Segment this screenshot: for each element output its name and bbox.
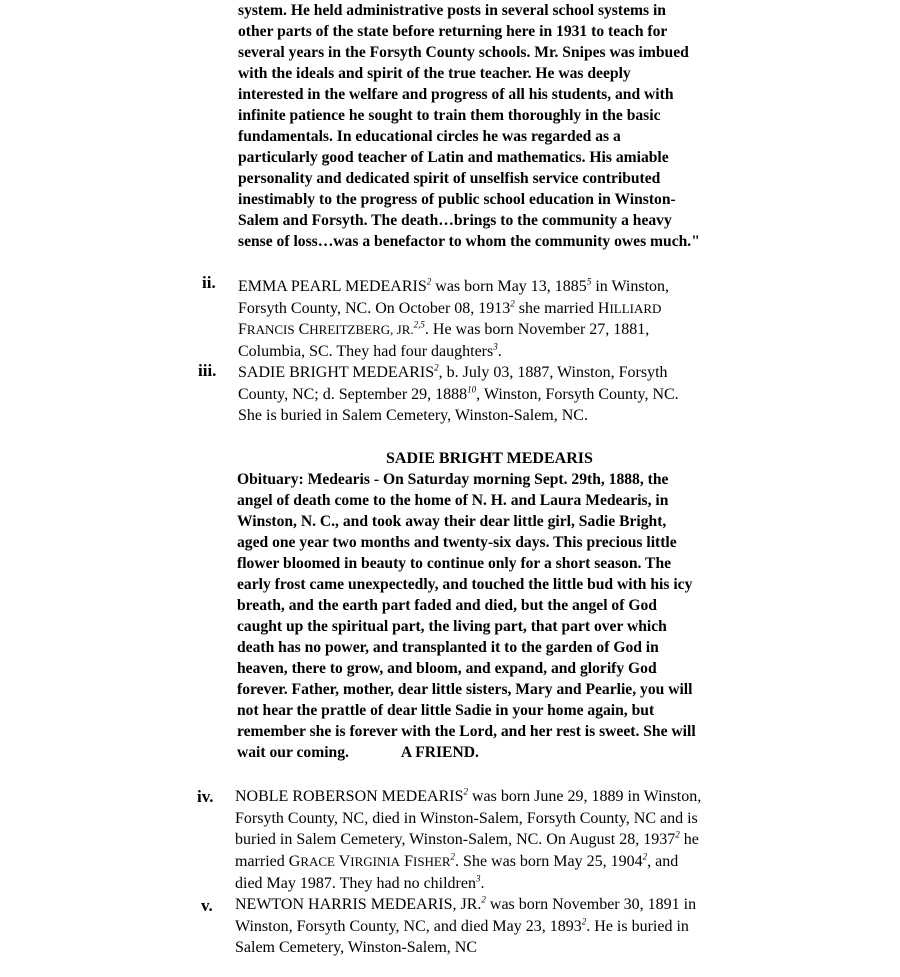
spouse-name-part: ISHER xyxy=(412,854,451,870)
spouse-name-part: HREITZBERG, JR. xyxy=(309,322,414,338)
spouse-name-part: ILLIARD xyxy=(609,300,662,316)
entry-line xyxy=(235,894,696,916)
genealogy-entry-iii xyxy=(198,361,679,427)
entry-text: Columbia, SC. They had four daughters xyxy=(238,343,494,361)
obituary-line: fundamentals. In educational circles he was regarded as a xyxy=(238,128,621,145)
entry-line xyxy=(238,276,669,298)
obituary-signature: A FRIEND. xyxy=(400,744,479,761)
citation-superscript: 10 xyxy=(467,384,477,395)
entry-line xyxy=(238,362,679,384)
entry-text: . He is buried in xyxy=(586,917,689,935)
entry-numeral: v. xyxy=(201,896,213,915)
entry-line xyxy=(238,341,669,363)
obituary-line: infinite patience he sought to train them thoroughly in the basic xyxy=(238,107,661,124)
spouse-name-part: V xyxy=(334,853,351,871)
genealogy-entry-v xyxy=(201,894,697,959)
spouse-name-part: F xyxy=(400,853,413,871)
citation-superscript: 2 xyxy=(481,894,486,905)
entry-line: She is buried in Salem Cemetery, Winston-Salem, NC. xyxy=(238,407,588,425)
entry-numeral: iv. xyxy=(197,787,214,806)
person-name: NEWTON HARRIS MEDEARIS, JR. xyxy=(235,896,482,913)
obituary-line: not hear the prattle of dear little Sadie in your home again, but xyxy=(237,702,655,719)
obituary-line: flower bloomed in beauty to continue only for a short season. The xyxy=(237,555,672,572)
entry-line xyxy=(238,298,669,320)
citation-superscript: 2 xyxy=(642,851,648,862)
person-name: EMMA PEARL MEDEARIS xyxy=(238,278,427,295)
entry-text: , Winston, Forsyth County, NC. xyxy=(476,385,679,403)
entry-text: buried in Salem Cemetery, Winston-Salem, NC. On August 28, 1937 xyxy=(235,831,676,849)
spouse-name-part: RANCIS xyxy=(246,322,295,338)
person-name: SADIE BRIGHT MEDEARIS xyxy=(238,364,435,381)
obituary-line: other parts of the state before returning here in 1931 to teach for xyxy=(238,23,668,40)
entry-text: died May 1987. They had no children xyxy=(235,874,476,892)
citation-superscript: 2 xyxy=(434,362,439,373)
obituary-snipes-continued xyxy=(238,0,700,252)
citation-superscript: 5 xyxy=(586,276,592,287)
obituary-line: early frost came unexpectedly, and touched the little bud with his icy xyxy=(237,576,693,593)
obituary-line: death has no power, and transplanted it to the garden of God in xyxy=(237,639,659,656)
obituary-line: Obituary: Medearis - On Saturday morning Sept. 29th, 1888, the xyxy=(237,471,669,488)
obituary-line xyxy=(237,742,696,763)
entry-line: Salem Cemetery, Winston-Salem, NC xyxy=(235,939,477,957)
entry-text: , and xyxy=(647,853,679,871)
obituary-line: system. He held administrative posts in several school systems in xyxy=(238,2,666,19)
entry-text: . xyxy=(497,343,502,361)
entry-text: was born May 13, 1885 xyxy=(431,278,587,295)
entry-text: County, NC; d. September 29, 1888 xyxy=(238,385,468,403)
entry-text: Forsyth County, NC. On October 08, 1913 xyxy=(238,299,511,317)
entry-text: . He was born November 27, 1881, xyxy=(424,321,650,339)
entry-text: . xyxy=(480,874,485,892)
obituary-line: aged one year two months and twenty-six days. This precious little xyxy=(237,534,677,551)
entry-text: . She was born May 25, 1904 xyxy=(455,853,643,871)
citation-superscript: 2 xyxy=(426,276,432,287)
entry-text: in Winston, xyxy=(591,278,670,295)
entry-numeral: ii. xyxy=(202,273,216,292)
entry-text: married G xyxy=(235,853,301,871)
citation-superscript: 3 xyxy=(493,341,498,352)
obituary-line: Winston, N. C., and took away their dear little girl, Sadie Bright, xyxy=(237,513,667,530)
obituary-line: interested in the welfare and progress of all his students, and with xyxy=(238,86,674,103)
entry-line xyxy=(238,319,669,341)
entry-numeral: iii. xyxy=(198,361,217,380)
citation-superscript: 2 xyxy=(450,851,456,862)
spouse-name-part: C xyxy=(294,321,310,339)
obituary-line: sense of loss…was a benefactor to whom the community owes much." xyxy=(238,233,700,250)
entry-line xyxy=(235,829,701,851)
citation-superscript: 2,5 xyxy=(413,320,425,331)
entry-text: Winston, Forsyth County, NC, and died May 23, 1893 xyxy=(235,917,582,935)
obituary-line: inestimably to the progress of public school education in Winston- xyxy=(238,191,676,208)
citation-superscript: 2 xyxy=(510,298,515,309)
obituary-line: heaven, there to grow, and bloom, and expand, and glorify God xyxy=(237,660,657,677)
citation-superscript: 2 xyxy=(675,830,680,841)
entry-text: was born June 29, 1889 in Winston, xyxy=(467,788,702,805)
genealogy-entry-iv xyxy=(197,786,702,894)
spouse-name-part: IRGINIA xyxy=(350,854,401,870)
entry-text: she married H xyxy=(514,299,610,317)
entry-line xyxy=(235,851,701,873)
obituary-sadie xyxy=(237,469,696,763)
obituary-line: particularly good teacher of Latin and mathematics. His amiable xyxy=(238,149,669,166)
entry-text: he xyxy=(679,831,699,849)
citation-superscript: 3 xyxy=(475,873,481,884)
obituary-line: personality and dedicated spirit of unselfish service contributed xyxy=(238,170,661,187)
obituary-line: with the ideals and spirit of the true teacher. He was deeply xyxy=(238,65,631,82)
obituary-line: caught up the spiritual part, the living part, that part over which xyxy=(237,618,667,635)
entry-text: was born November 30, 1891 in xyxy=(485,896,697,913)
obituary-line: breath, and the earth part faded and died, but the angel of God xyxy=(237,597,657,614)
spouse-name-part: RACE xyxy=(300,854,335,870)
entry-line xyxy=(235,916,696,938)
obituary-text: wait our coming. xyxy=(237,744,349,761)
entry-line: Forsyth County, NC, died in Winston-Salem, Forsyth County, NC and is xyxy=(235,809,698,827)
entry-line xyxy=(235,786,701,808)
obituary-line: remember she is forever with the Lord, and her rest is sweet. She will xyxy=(237,723,696,740)
obituary-line: several years in the Forsyth County schools. Mr. Snipes was imbued xyxy=(238,44,689,61)
obituary-line: forever. Father, mother, dear little sisters, Mary and Pearlie, you will xyxy=(237,681,693,698)
person-name: NOBLE ROBERSON MEDEARIS xyxy=(235,788,464,805)
entry-text: , b. July 03, 1887, Winston, Forsyth xyxy=(438,364,668,381)
genealogy-entry-ii xyxy=(202,273,670,363)
citation-superscript: 2 xyxy=(463,786,468,797)
entry-line xyxy=(238,384,679,406)
entry-line xyxy=(235,873,701,895)
obituary-line: angel of death come to the home of N. H. and Laura Medearis, in xyxy=(237,492,669,509)
citation-superscript: 2 xyxy=(581,916,587,927)
spouse-name-part: F xyxy=(238,321,247,339)
obituary-line: Salem and Forsyth. The death…brings to the community a heavy xyxy=(238,212,672,229)
obituary-heading: SADIE BRIGHT MEDEARIS xyxy=(386,450,593,467)
